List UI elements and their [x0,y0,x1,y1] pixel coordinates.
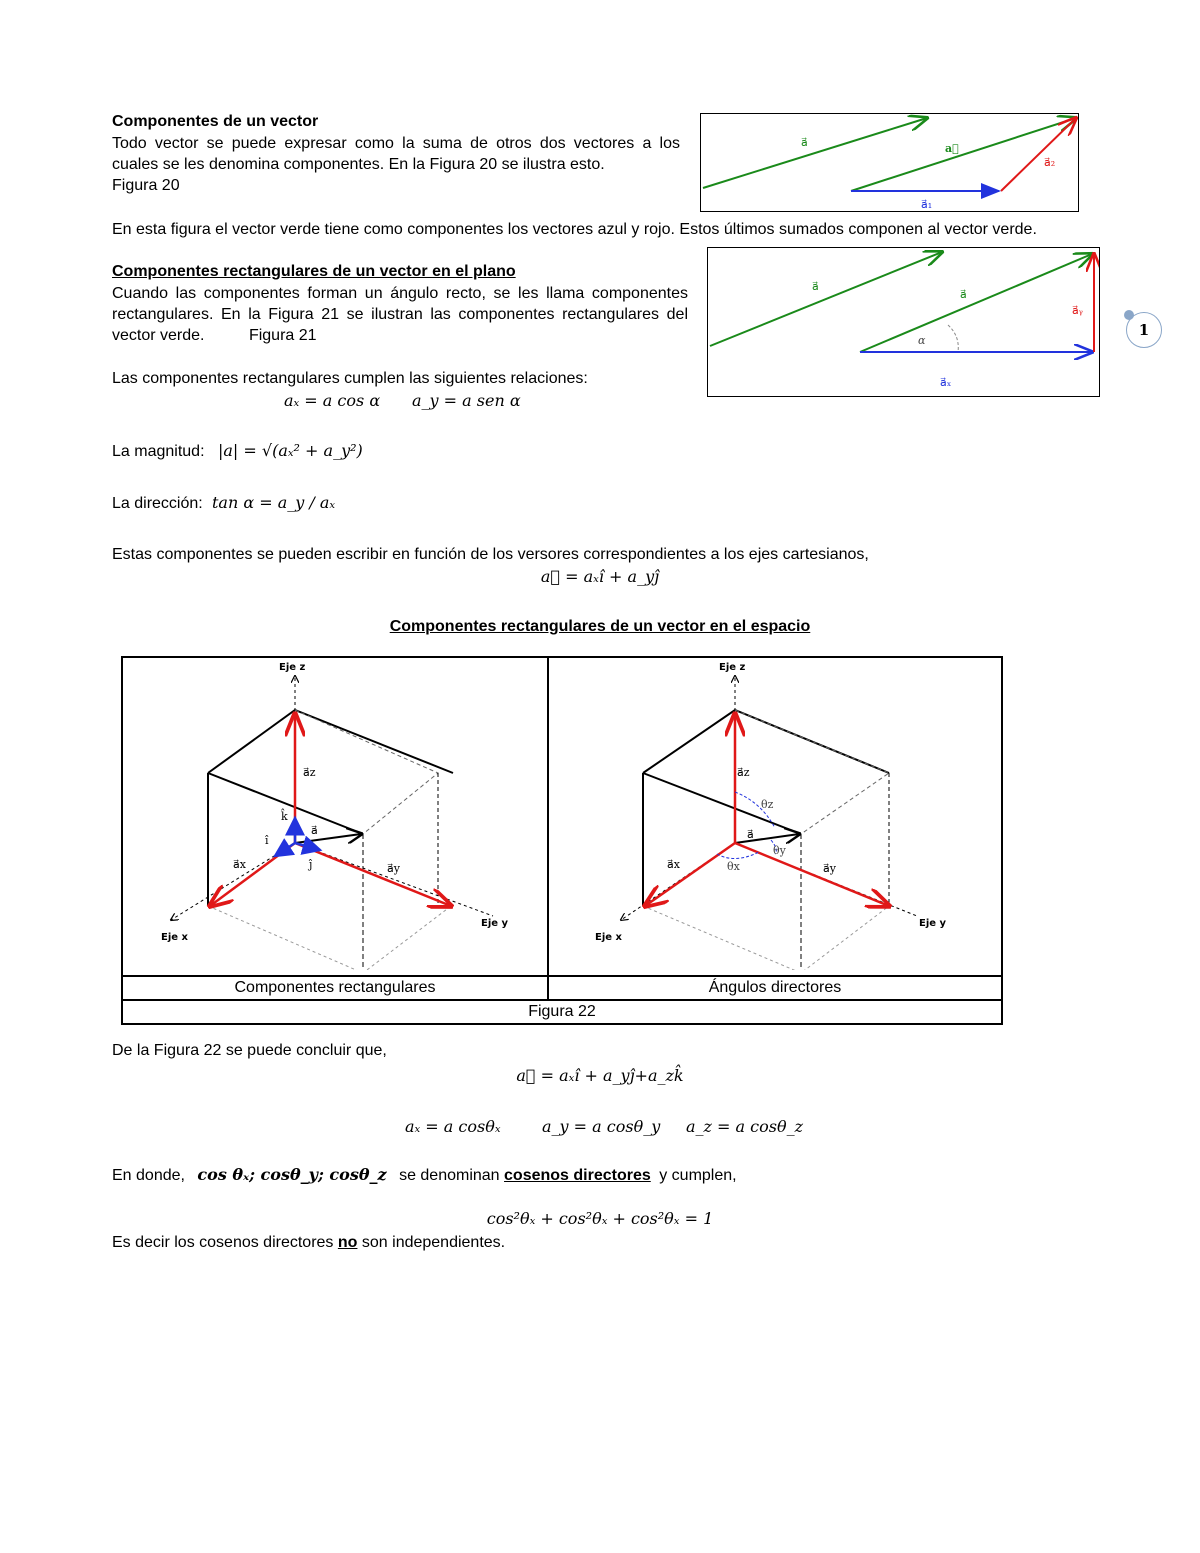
vector-a2 [1001,118,1076,191]
figure-22-left-cell [122,657,548,976]
paragraph-cosenos [112,1164,737,1186]
cosenos-directores-term: cosenos directores [504,1167,651,1184]
equation-cos-y: a_y = a cosθ_y [542,1117,661,1136]
para7-start: En donde, [112,1167,185,1184]
figure-22-left-label: Componentes rectangulares [122,976,548,1000]
label-a: a⃗ [960,288,967,301]
label-alpha: α [918,334,926,347]
box-diagonal-top [643,773,801,834]
magnitude-label: La magnitud: [112,443,205,460]
label-a: a⃗ [945,142,959,155]
figure-22-right-cell [548,657,1002,976]
label-ax: a⃗x [667,858,680,871]
paragraph-intro [112,133,680,196]
label-a-left: a⃗ [812,280,819,293]
figure-21-caption: Figura 21 [248,327,317,344]
vector-ax [645,843,735,906]
box-diagonal-top [208,773,363,834]
angle-alpha-arc [948,325,958,352]
equation-ax: aₓ = a cos α [284,391,381,410]
label-theta-z: θz [761,798,774,811]
equation-magnitude: |a| = √(aₓ² + a_y²) [218,441,363,460]
figure-22-caption: Figura 22 [122,1000,1002,1024]
figure-22-left-diagram [123,658,547,970]
box-top-solid [643,710,889,773]
paragraph-intro-text: Todo vector se puede expresar como la suma de otros dos vectores a los cuales se les denomina componentes. En la Figura 20 se ilustra esto. [112,135,680,173]
badge-dot [1124,310,1134,320]
para8-start: Es decir los cosenos directores [112,1234,334,1251]
equation-versor-3d: a⃗ = aₓî + a_yĵ+a_zk̂ [516,1066,684,1085]
label-axis-y: Eje y [481,918,509,929]
direction-label: La dirección: [112,495,203,512]
vector-a [851,118,1076,191]
figure-20-caption: Figura 20 [112,177,180,194]
unit-i [275,843,295,856]
equation-versor-2d: a⃗ = aₓî + a_yĵ [540,567,660,586]
box-dashed-bottom [208,906,451,970]
label-j-hat: ĵ [309,858,313,871]
para8-no: no [337,1234,358,1251]
page-number-badge [1126,312,1162,348]
paragraph-rect-plano-text: Cuando las componentes forman un ángulo recto, se les llama componentes rectangulares. En la Figura 21 se ilustran las componentes rectangulares del vector verde. [112,285,688,344]
equation-identity: cos²θₓ + cos²θₓ + cos²θₓ = 1 [486,1209,714,1228]
equation-cos-z: a_z = a cosθ_z [686,1117,804,1136]
label-a-left: a⃗ [801,136,808,149]
heading-rect-espacio: Componentes rectangulares de un vector en el espacio [389,618,811,635]
label-theta-x: θx [727,860,740,873]
label-axis-y: Eje y [919,918,947,929]
label-theta-y: θy [773,844,786,857]
label-a: a⃗ [311,824,318,837]
para7-mid: se denominan [399,1167,500,1184]
page-number: 1 [1138,321,1150,339]
figure-22-right-label: Ángulos directores [548,976,1002,1000]
box-dashed-bottom [643,906,889,970]
para8-end: son independientes. [361,1234,506,1251]
vector-ay [295,843,451,906]
label-axis-z: Eje z [719,662,746,673]
equation-ay: a_y = a sen α [412,391,521,410]
figure-21-diagram [708,248,1099,396]
heading-componentes: Componentes de un vector [112,113,319,130]
para7-cosines: cos θₓ; cosθ_y; cosθ_z [197,1165,387,1184]
label-ax: a⃗x [233,858,246,871]
vector-a [860,254,1092,352]
paragraph-rect-plano [112,283,688,346]
paragraph-relations: Las componentes rectangulares cumplen las siguientes relaciones: [112,370,588,387]
label-ax: a⃗ₓ [940,376,952,389]
angle-theta-x-arc [717,852,759,859]
label-ay: a⃗ᵧ [1072,304,1083,317]
paragraph-versores: Estas componentes se pueden escribir en función de los versores correspondientes a los ejes cartesianos, [112,546,869,563]
label-a2: a⃗₂ [1044,156,1056,169]
label-a: a⃗ [747,828,754,841]
label-ay: a⃗y [387,862,400,875]
label-k-hat: k̂ [281,810,288,823]
equation-cos-x: aₓ = a cosθₓ [405,1117,501,1136]
figure-22-right-diagram [549,658,1001,970]
figure-22 [121,656,1003,1025]
equation-direction: tan α = a_y / aₓ [212,493,336,512]
label-a1: a⃗₁ [921,198,933,211]
label-axis-x: Eje x [595,932,622,943]
paragraph-conclusion: De la Figura 22 se puede concluir que, [112,1042,387,1059]
figure-21 [707,247,1100,397]
para7-end: y cumplen, [659,1167,737,1184]
label-ay: a⃗y [823,862,836,875]
label-axis-z: Eje z [279,662,306,673]
box-dashed-top [735,710,889,834]
vector-a [295,834,361,843]
heading-rect-plano: Componentes rectangulares de un vector en el plano [112,263,516,280]
label-axis-x: Eje x [161,932,188,943]
label-az: a⃗z [303,766,316,779]
paragraph-components: En esta figura el vector verde tiene como componentes los vectores azul y rojo. Estos últimos sumados componen al vector verde. [112,221,1037,238]
label-az: a⃗z [737,766,750,779]
figure-20-diagram [701,114,1078,211]
figure-20 [700,113,1079,212]
label-i-hat: î [265,834,269,847]
vector-a [735,834,799,843]
paragraph-independence [112,1232,505,1253]
box-top-solid [208,710,453,773]
